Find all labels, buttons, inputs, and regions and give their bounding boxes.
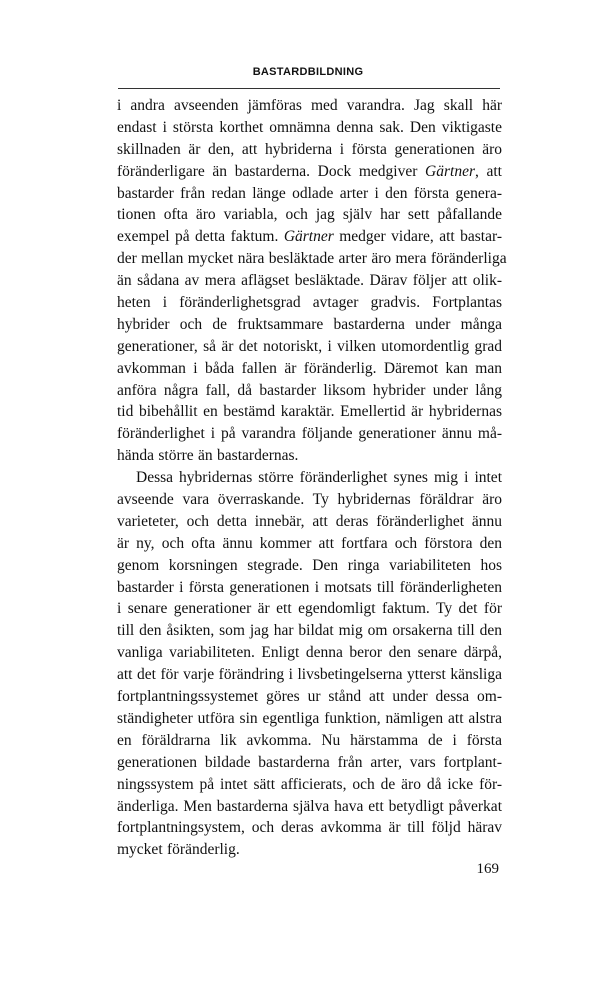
text-line: exempel på detta faktum. Gärtner medger vidare, att bastar-	[117, 228, 502, 246]
italic-name: Gärtner	[425, 162, 475, 180]
italic-name: Gärtner	[283, 228, 334, 246]
text-line: generationen bildade bastarderna från arter, vars fortplant-	[117, 753, 502, 771]
text-line: mycket föränderlig.	[117, 841, 240, 859]
paragraph	[117, 467, 502, 861]
text-line: genom korsningen stegrade. Den ringa variabiliteten hos	[117, 556, 502, 574]
text-line: generationer, så är det notoriskt, i vilken utomordentlig grad	[117, 337, 502, 355]
text-line: tid bibehållit en bestämd karaktär. Emellertid är hybridernas	[117, 403, 502, 421]
text-line: bastarder från redan länge odlade arter i den första genera-	[117, 184, 502, 202]
text-line: änderliga. Men bastarderna själva hava ett betydligt påverkat	[117, 797, 502, 815]
text-line: hända större än bastardernas.	[117, 447, 299, 465]
text-line: avseende vara överraskande. Ty hybridernas föräldrar äro	[117, 491, 502, 509]
text-line: skillnaden är den, att hybriderna i första generationen äro	[117, 140, 502, 158]
text-line: att det för varje förändring i livsbetingelserna ytterst känsliga	[117, 666, 502, 684]
text-line: fortplantningssystemet göres ur stånd att under dessa om-	[117, 688, 502, 706]
text-line: hybrider och de fruktsammare bastarderna under många	[117, 315, 502, 333]
text-line: bastarder i första generationen i motsats till föränderligheten	[117, 578, 502, 596]
text-line: vanliga variabiliteten. Enligt denna beror den senare därpå,	[117, 644, 502, 662]
paragraph	[117, 95, 507, 467]
text-line: Dessa hybridernas större föränderlighet synes mig i intet	[136, 469, 502, 487]
text-line: endast i största korthet omnämna denna sak. Den viktigaste	[117, 118, 502, 136]
text-line: fortplantningsystem, och deras avkomma är till följd härav	[117, 819, 502, 837]
text-line: heten i föränderlighetsgrad avtager gradvis. Fortplantas	[117, 294, 502, 312]
text-line: anföra några fall, då bastarder liksom hybrider under lång	[117, 381, 502, 399]
text-line: ständigheter utföra sin egentliga funktion, nämligen att alstra	[117, 709, 502, 727]
text-line: är ny, och ofta ännu kommer att fortfara och förstora den	[117, 534, 502, 552]
text-line: ningssystem på intet sätt afficierats, och de äro då icke för-	[117, 775, 502, 793]
text-line: en föräldrarna lik avkomma. Nu härstamma de i första	[117, 731, 502, 749]
header-rule	[118, 88, 500, 89]
text-line: der mellan mycket nära besläktade arter äro mera föränderliga	[117, 250, 507, 268]
text-line: till den åsikten, som jag har bildat mig om orsakerna till den	[117, 622, 502, 640]
text-line: i senare generationer är ett egendomligt faktum. Ty det för	[117, 600, 502, 618]
text-line: avkomman i båda fallen är föränderlig. Däremot kan man	[117, 359, 502, 377]
running-head: BASTARDBILDNING	[252, 66, 364, 78]
text-line: i andra avseenden jämföras med varandra. Jag skall här	[117, 97, 502, 114]
page-number: 169	[476, 861, 499, 877]
text-line: varieteter, och detta innebär, att deras föränderlighet ännu	[117, 512, 502, 530]
text-line: tionen ofta äro variabla, och jag själv har sett påfallande	[117, 206, 502, 224]
text-line: föränderlighet i på varandra följande generationer ännu må-	[117, 425, 502, 443]
body-text	[117, 95, 507, 861]
text-line: än sådana av mera aflägset besläktade. Därav följer att olik-	[117, 272, 502, 290]
text-line: föränderligare än bastarderna. Dock medgiver Gärtner, att	[117, 162, 502, 180]
